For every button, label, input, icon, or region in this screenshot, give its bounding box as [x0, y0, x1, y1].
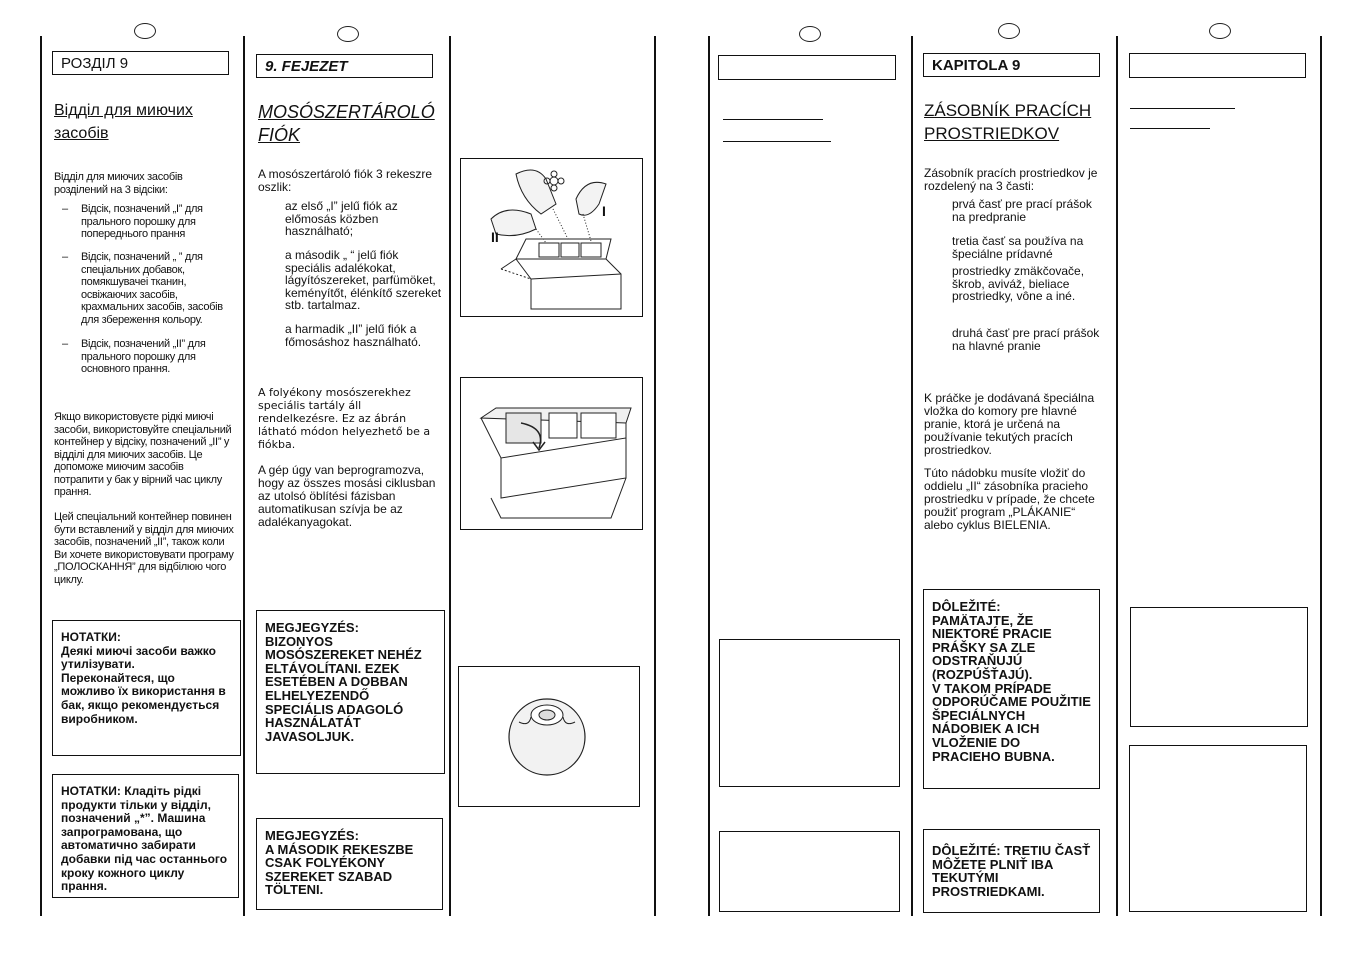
bullet-item-ukrainian: Відсік, позначений „ ” для спеціальних добавок, помякшувачеі тканин, освіжаючих засобів, крахмальних засобів, засобів для збереження кольору. [81, 251, 223, 326]
chapter-header-hungarian: 9. FEJEZET [256, 54, 433, 78]
note-box-slovak: DÔLEŽITÉ: PAMÄTAJTE, ŽE NIEKTORÉ PRACIE PRÁŠKY SA ZLE ODSTRAŇUJÚ (ROZPÚŠŤAJÚ). V TAKOM PRÍPADE ODPORÚČAME POUŽITIE ŠPECIÁLNYCH NÁDOBIEK A ICH VLOŽENIE DO PRACIEHO BUBNA. [923, 589, 1100, 789]
column-divider [1320, 36, 1322, 916]
column-divider [654, 36, 656, 916]
section-title-hungarian: MOSÓSZERTÁROLÓ FIÓK [258, 102, 435, 145]
title-underline [1130, 108, 1235, 109]
note-box-empty [1130, 607, 1308, 727]
column-divider [449, 36, 451, 916]
title-underline [1130, 128, 1210, 129]
compartment-label-i: I [602, 203, 606, 219]
column-divider [40, 36, 42, 916]
section-title-slovak: ZÁSOBNÍK PRACÍCH PROSTRIEDKOV [924, 101, 1092, 143]
section-title-ukrainian: Відділ для миючих засобів [54, 102, 193, 142]
language-marker-oval [998, 23, 1020, 39]
paragraph-ukrainian: Цей спеціальний контейнер повинен бути вставлений у відділ для миючих засобів, позначений „II”, також коли Ви хочете використовувати програму „ПОЛОСКАННЯ” для відбілюю чого циклу. [54, 511, 234, 586]
list-item-slovak: druhá časť pre prací prášok na hlavné pranie [952, 326, 1100, 353]
intro-text-ukrainian: Відділ для миючих засобів розділений на 3 відсіки: [54, 171, 183, 196]
bullet-dash: – [62, 338, 69, 350]
figure-dispenser-pouring [460, 158, 643, 317]
title-underline [723, 141, 831, 142]
note-box-empty [1129, 745, 1307, 912]
list-item-slovak: tretia časť sa používa na špeciálne prídavné [952, 234, 1084, 261]
column-divider [1116, 36, 1118, 916]
dispensing-ball-illustration [459, 667, 639, 805]
language-marker-oval [799, 26, 821, 42]
compartment-label-ii: II [491, 229, 499, 245]
column-divider [708, 36, 710, 916]
paragraph-hungarian: A folyékony mosószerekhez speciális tartály áll rendelkezésre. Ez az ábrán látható módon helyezhető be a fiókba. [258, 386, 431, 451]
note-box-ukrainian: НОТАТКИ: Деякі миючі засоби важко утилізувати. Переконайтеся, що можливо їх використання в бак, якщо рекомендується виробником. [52, 620, 241, 756]
list-item-slovak: prvá časť pre prací prášok na predpranie [952, 197, 1092, 224]
note-box-empty [719, 639, 900, 787]
note-box-ukrainian: НОТАТКИ: Кладіть рідкі продукти тільки у відділ, позначений „*”. Машина запрограмована, що автоматично забирати добавки під час останнього кроку кожного циклу прання. [52, 774, 239, 898]
column-divider [911, 36, 913, 916]
title-underline [723, 119, 823, 120]
note-box-hungarian: MEGJEGYZÉS: A MÁSODIK REKESZBE CSAK FOLYÉKONY SZEREKET SZABAD TÖLTENI. [256, 818, 443, 910]
list-item-hungarian: az első „I” jelű fiók az előmosás közben használható; [285, 199, 398, 238]
dispenser-pouring-illustration [461, 159, 641, 315]
figure-dispensing-ball [458, 666, 640, 807]
language-marker-oval [1209, 23, 1231, 39]
column-divider [243, 36, 245, 916]
note-box-hungarian: MEGJEGYZÉS: BIZONYOS MOSÓSZEREKET NEHÉZ ELTÁVOLÍTANI. EZEK ESETÉBEN A DOBBAN ELHELYEZENDŐ SPECIÁLIS ADAGOLÓ HASZNÁLATÁT JAVASOLJUK. [256, 610, 445, 774]
list-item-hungarian: a harmadik „II” jelű fiók a főmosáshoz használható. [285, 322, 422, 349]
bullet-dash: – [62, 251, 69, 263]
paragraph-hungarian: A gép úgy van beprogramozva, hogy az összes mosási ciklusban az utolsó öblítési fázisban automatikusan szívja be az adalékanyagokat. [258, 463, 436, 529]
liquid-container-illustration [461, 378, 641, 528]
language-marker-oval [337, 26, 359, 42]
paragraph-slovak: K práčke je dodávaná špeciálna vložka do komory pre hlavné pranie, ktorá je určená na používanie tekutých pracích prostriedkov. [924, 391, 1095, 457]
chapter-header-empty [718, 55, 896, 80]
chapter-header-slovak: KAPITOLA 9 [923, 53, 1100, 77]
intro-text-slovak: Zásobník pracích prostriedkov je rozdelený na 3 časti: [924, 166, 1098, 193]
bullet-dash: – [62, 203, 69, 215]
paragraph-ukrainian: Якщо використовуєте рідкі миючі засоби, використовуйте спеціальний контейнер у відсіку, позначений „II” у відділі для миючих засобів. Це допоможе миючим засобів потрапити у бак у вірний час циклу прання. [54, 411, 232, 498]
bullet-item-ukrainian: Відсік, позначений „I” для прального порошку для попереднього прання [81, 203, 203, 240]
note-box-slovak: DÔLEŽITÉ: TRETIU ČASŤ MÔŽETE PLNIŤ IBA TEKUTÝMI PROSTRIEDKAMI. [923, 829, 1100, 913]
chapter-header-ukrainian: РОЗДІЛ 9 [52, 51, 229, 75]
note-box-empty [719, 831, 900, 912]
language-marker-oval [134, 23, 156, 39]
figure-liquid-container-insert [460, 377, 643, 530]
bullet-item-ukrainian: Відсік, позначений „II” для прального порошку для основного прання. [81, 338, 206, 375]
intro-text-hungarian: A mosószertároló fiók 3 rekeszre oszlik: [258, 167, 433, 194]
chapter-header-empty [1129, 53, 1306, 78]
list-item-slovak: prostriedky zmäkčovače, škrob, aviváž, bieliace prostriedky, vône a iné. [952, 264, 1085, 303]
list-item-hungarian: a második „ “ jelű fiók speciális adalékokat, lágyítószereket, parfümöket, keményítőt, élénkítő szereket stb. tartalmaz. [285, 248, 442, 312]
paragraph-slovak: Túto nádobku musíte vložiť do oddielu „II“ zásobníka pracieho prostriedku v prípade, že chcete použiť program „PLÁKANIE“ alebo cyklus BIELENIA. [924, 466, 1095, 532]
